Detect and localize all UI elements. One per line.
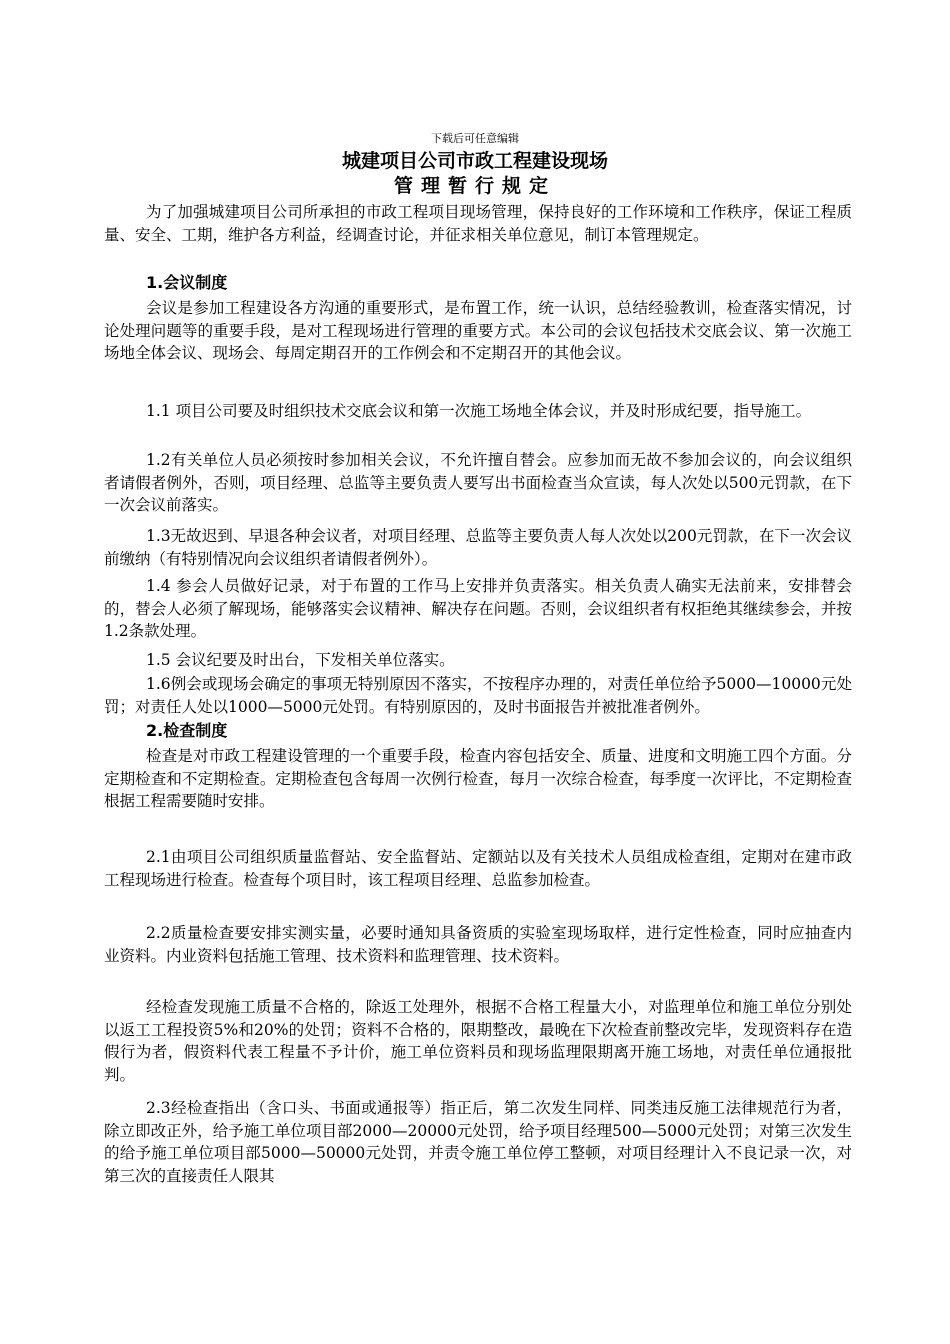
clause-2-2: 2.2质量检查要安排实测实量，必要时通知具备资质的实验室现场取样，进行定性检查，同时应抽查内业资料。内业资料包括施工管理、技术资料和监理管理、技术资料。	[104, 924, 852, 965]
page-header-note: 下载后可任意编辑	[431, 132, 519, 145]
clause-1-2: 1.2有关单位人员必须按时参加相关会议，不允许擅自替会。应参加而无故不参加会议的，向会议组织者请假者例外，否则，项目经理、总监等主要负责人要写出书面检查当众宣读，每人次处以500元罚款，在下一次会议前落实。	[104, 451, 852, 515]
document-title: 城建项目公司市政工程建设现场	[341, 150, 608, 172]
section-2-heading: 2.检查制度	[146, 721, 228, 740]
clause-1-6: 1.6例会或现场会确定的事项无特别原因不落实，不按程序办理的，对责任单位给予5000—10000元处罚；对责任人处以1000—5000元处罚。有特别原因的，及时书面报告并被批准者例外。	[104, 675, 852, 716]
document-subtitle: 管理暂行规定	[393, 175, 556, 197]
penalty-paragraph: 经检查发现施工质量不合格的，除返工处理外，根据不合格工程量大小，对监理单位和施工单位分别处以返工工程投资5%和20%的处罚；资料不合格的，限期整改，最晚在下次检查前整改完毕，发现资料存在造假行为者，假资料代表工程量不予计价，施工单位资料员和现场监理限期离开施工场地，对责任单位通报批判。	[104, 998, 852, 1084]
section-1-heading: 1.会议制度	[146, 273, 228, 292]
clause-1-1: 1.1 项目公司要及时组织技术交底会议和第一次施工场地全体会议，并及时形成纪要，指导施工。	[146, 402, 812, 420]
clause-2-3: 2.3经检查指出（含口头、书面或通报等）指正后，第二次发生同样、同类违反施工法律规范行为者，除立即改正外，给予施工单位项目部2000—20000元处罚，给予项目经理500—5000元处罚；对第三次发生的给予施工单位项目部5000—50000元处罚，并责令施工单位停工整顿，对项目经理计入不良记录一次，对第三次的直接责任人限其	[104, 1099, 852, 1185]
clause-1-5: 1.5 会议纪要及时出台，下发相关单位落实。	[146, 651, 455, 669]
clause-1-4: 1.4 参会人员做好记录，对于布置的工作马上安排并负责落实。相关负责人确实无法前来，安排替会的，替会人必须了解现场，能够落实会议精神、解决存在问题。否则，会议组织者有权拒绝其继续参会，并按1.2条款处理。	[104, 577, 852, 641]
intro-paragraph: 为了加强城建项目公司所承担的市政工程项目现场管理，保持良好的工作环境和工作秩序，保证工程质量、安全、工期，维护各方利益，经调查讨论，并征求相关单位意见，制订本管理规定。	[104, 203, 852, 244]
section-2-intro: 检查是对市政工程建设管理的一个重要手段，检查内容包括安全、质量、进度和文明施工四个方面。分定期检查和不定期检查。定期检查包含每周一次例行检查，每月一次综合检查，每季度一次评比，不定期检查根据工程需要随时安排。	[104, 747, 852, 811]
clause-2-1: 2.1由项目公司组织质量监督站、安全监督站、定额站以及有关技术人员组成检查组，定期对在建市政工程现场进行检查。检查每个项目时，该工程项目经理、总监参加检查。	[104, 848, 852, 889]
clause-1-3: 1.3无故迟到、早退各种会议者，对项目经理、总监等主要负责人每人次处以200元罚款，在下一次会议前缴纳（有特别情况向会议组织者请假者例外）。	[104, 527, 852, 568]
section-1-intro: 会议是参加工程建设各方沟通的重要形式，是布置工作，统一认识，总结经验教训，检查落实情况，讨论处理问题等的重要手段，是对工程现场进行管理的重要方式。本公司的会议包括技术交底会议、第一次施工场地全体会议、现场会、每周定期召开的工作例会和不定期召开的其他会议。	[104, 299, 852, 363]
